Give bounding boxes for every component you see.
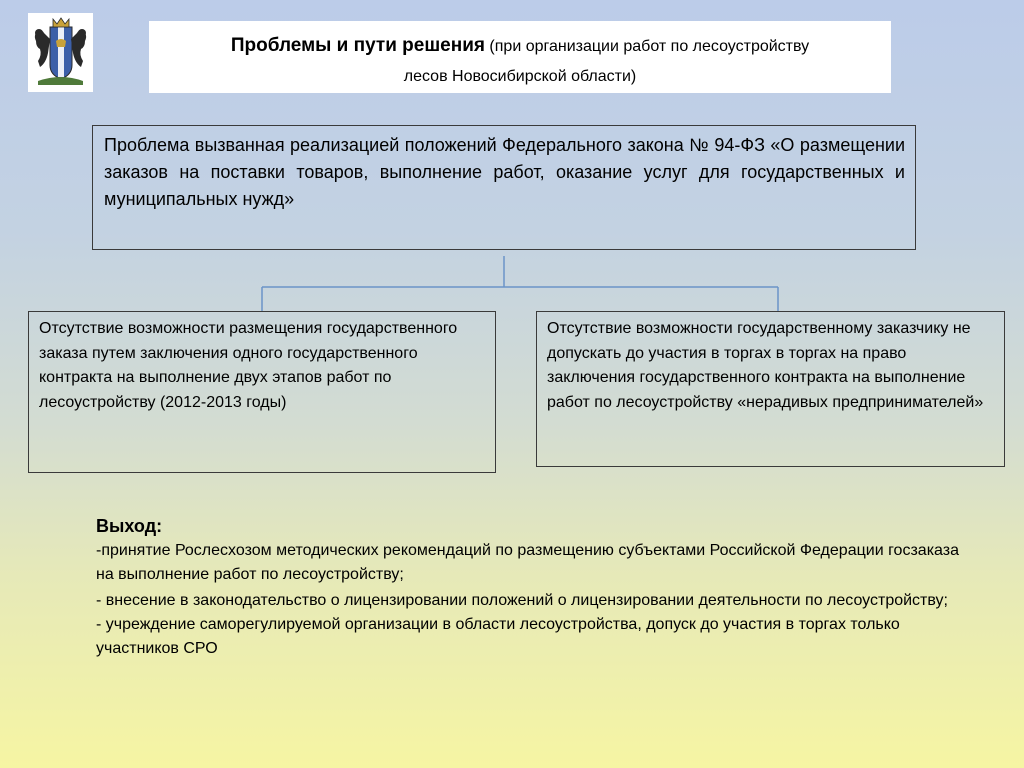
sub-problem-box-right [536,311,1005,467]
outcome-item: -принятие Рослесхозом методических рекомендаций по размещению субъектами Российской Федерации госзаказа на выполнение работ по лесоустройству; [96,542,959,583]
title-line-2: лесов Новосибирской области) [403,68,637,85]
outcome-item: - внесение в законодательство о лицензировании положений о лицензировании деятельности по лесоустройству; [96,592,948,609]
outcome-section [96,513,976,661]
main-problem-box [92,125,916,250]
sub-problem-box-left [28,311,496,473]
outcome-item: - учреждение саморегулируемой организации в области лесоустройства, допуск до участия в торгах только участников СРО [96,616,900,657]
main-problem-text: Проблема вызванная реализацией положений Федерального закона № 94-ФЗ «О размещении заказов на поставки товаров, выполнение работ, оказание услуг для государственных и муниципальных нужд» [104,135,905,209]
page-title [149,31,891,62]
sub-problem-text: Отсутствие возможности размещения государственного заказа путем заключения одного государственного контракта на выполнение двух этапов работ по лесоустройству (2012-2013 годы) [39,320,458,411]
outcome-heading: Выход: [96,516,163,536]
title-rest: (при организации работ по лесоустройству [484,38,810,55]
title-bold: Проблемы и пути решения [230,35,485,56]
title-box [149,21,891,93]
sub-problem-text: Отсутствие возможности государственному заказчику не допускать до участия в торгах в торгах на право заключения государственного контракта на выполнение работ по лесоустройству «нерадивых предпринимателей» [547,320,984,411]
coat-of-arms-icon [28,13,93,92]
